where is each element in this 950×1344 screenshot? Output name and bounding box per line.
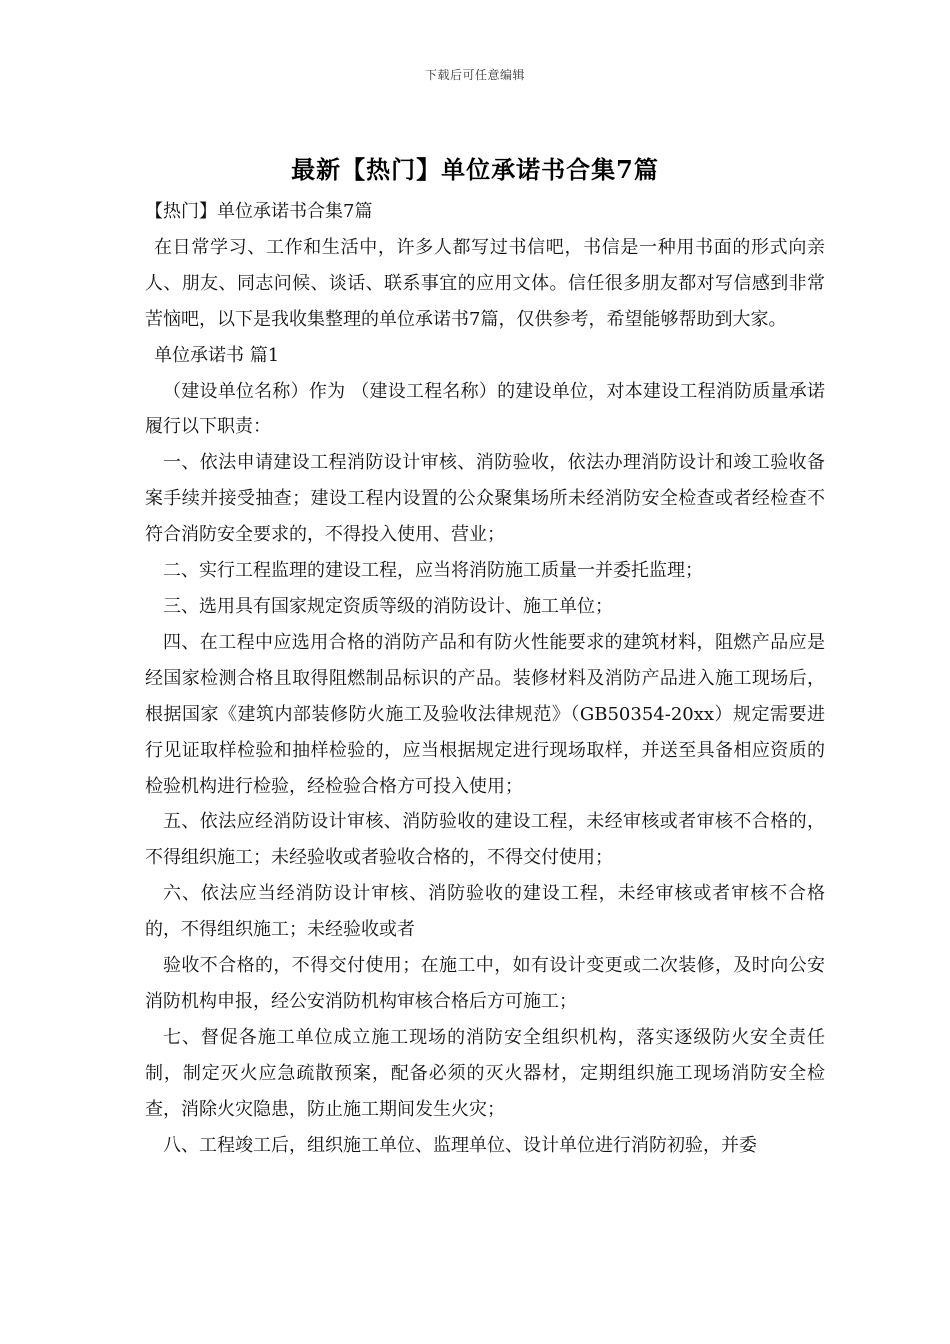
paragraph-item-4: 四、在工程中应选用合格的消防产品和有防火性能要求的建筑材料，阻燃产品应是经国家检测合格且取得阻燃制品标识的产品。装修材料及消防产品进入施工现场后，根据国家《建筑内部装修防火施工及验收法律规范》（GB50354-20xx）规定需要进行见证取样检验和抽样检验的，应当根据规定进行现场取样，并送至具备相应资质的检验机构进行检验，经检验合格方可投入使用； <box>145 631 825 797</box>
header-note: 下载后可任意编辑 <box>424 68 525 82</box>
paragraph-item-5: 五、依法应经消防设计审核、消防验收的建设工程，未经审核或者审核不合格的，不得组织施工；未经验收或者验收合格的，不得交付使用； <box>145 811 825 869</box>
paragraph-item-6-continued: 验收不合格的，不得交付使用；在施工中，如有设计变更或二次装修，及时向公安消防机构申报，经公安消防机构审核合格后方可施工； <box>145 955 825 1012</box>
paragraph-intro: 在日常学习、工作和生活中，许多人都写过书信吧，书信是一种用书面的形式向亲人、朋友、同志问候、谈话、联系事宜的应用文体。信任很多朋友都对写信感到非常苦恼吧，以下是我收集整理的单位承诺书7篇，仅供参考，希望能够帮助到大家。 <box>145 236 825 330</box>
document-body <box>145 194 825 1163</box>
paragraph-item-2: 二、实行工程监理的建设工程，应当将消防施工质量一并委托监理； <box>163 560 703 582</box>
paragraph-commitment-intro: （建设单位名称）作为 （建设工程名称）的建设单位，对本建设工程消防质量承诺履行以下职责： <box>145 380 825 438</box>
paragraph-item-1: 一、依法申请建设工程消防设计审核、消防验收，依法办理消防设计和竣工验收备案手续并接受抽查；建设工程内设置的公众聚集场所未经消防安全检查或者经检查不符合消防安全要求的，不得投入使用、营业； <box>145 452 825 546</box>
paragraph-item-3: 三、选用具有国家规定资质等级的消防设计、施工单位； <box>163 595 613 617</box>
section-heading: 单位承诺书 篇1 <box>154 344 280 366</box>
paragraph-item-7: 七、督促各施工单位成立施工现场的消防安全组织机构，落实逐级防火安全责任制，制定灭火应急疏散预案，配备必须的灭火器材，定期组织施工现场消防安全检查，消除火灾隐患，防止施工期间发生火灾； <box>145 1026 825 1120</box>
document-title: 最新【热门】单位承诺书合集7篇 <box>291 155 659 184</box>
paragraph-item-8: 八、工程竣工后，组织施工单位、监理单位、设计单位进行消防初验，并委 <box>163 1134 757 1156</box>
paragraph-item-6: 六、依法应当经消防设计审核、消防验收的建设工程，未经审核或者审核不合格的，不得组织施工；未经验收或者 <box>145 883 825 941</box>
paragraph-subtitle: 【热门】单位承诺书合集7篇 <box>145 201 373 222</box>
